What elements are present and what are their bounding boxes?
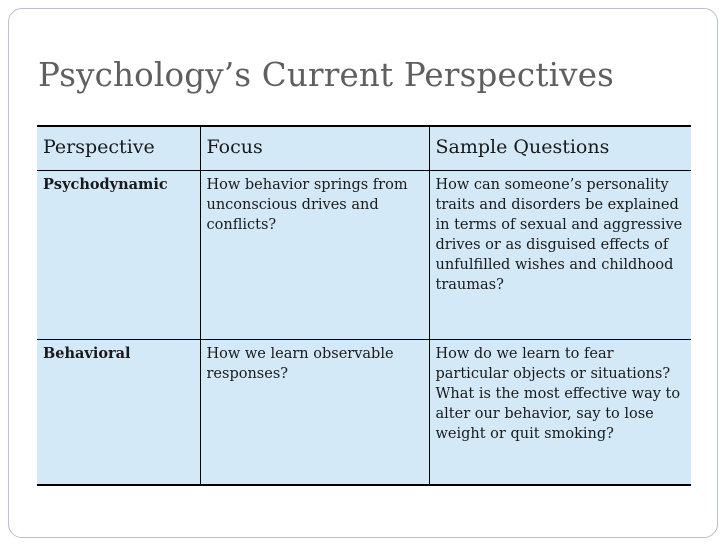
header-row — [37, 126, 691, 170]
column-header-focus: Focus — [200, 126, 429, 170]
column-header-sample-questions: Sample Questions — [429, 126, 691, 170]
sample-question-cell: How can someone’s personality traits and disorders be explained in terms of sexual and aggressive drives or as disguised effects of unfulfilled wishes and childhood traumas? — [429, 170, 691, 339]
perspectives-table — [37, 125, 691, 486]
table-row — [37, 339, 691, 485]
sample-question-cell: How do we learn to fear particular objects or situations? What is the most effective way to alter our behavior, say to lose weight or quit smoking? — [429, 339, 691, 485]
perspective-cell: Psychodynamic — [37, 170, 200, 339]
slide-title: Psychology’s Current Perspectives — [38, 56, 615, 94]
focus-cell: How behavior springs from unconscious drives and conflicts? — [200, 170, 429, 339]
perspective-cell: Behavioral — [37, 339, 200, 485]
table-row — [37, 170, 691, 339]
column-header-perspective: Perspective — [37, 126, 200, 170]
focus-cell: How we learn observable responses? — [200, 339, 429, 485]
